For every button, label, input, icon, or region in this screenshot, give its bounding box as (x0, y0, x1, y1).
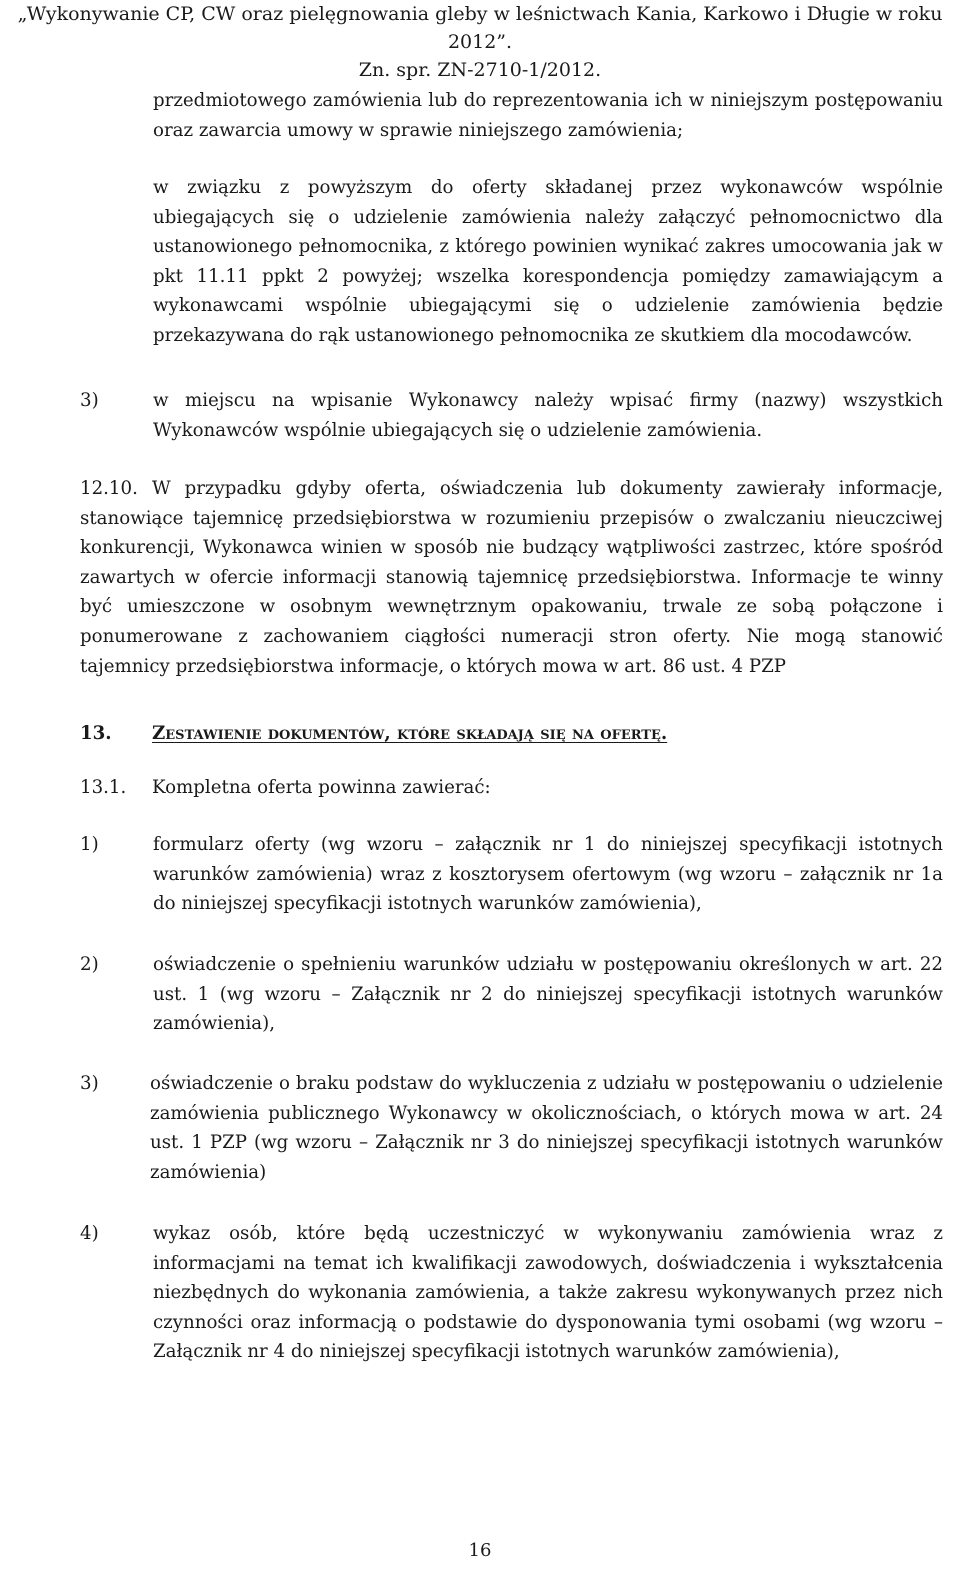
list-item-1-text: formularz oferty (wg wzoru – załącznik nr 1 do niniejszej specyfikacji istotnych warunków zamówienia) wraz z kosztorysem ofertowym (wg wzoru – załącznik nr 1a do niniejszej specyfikacji istotnych warunków zamówienia), (153, 834, 943, 915)
item-3-number: 3) (80, 390, 99, 411)
section-13-title: Zestawienie dokumentów, które składają się na ofertę. (152, 723, 668, 744)
list-item-1-number: 1) (80, 834, 99, 855)
item-3-text: w miejscu na wpisanie Wykonawcy należy wpisać firmy (nazwy) wszystkich Wykonawców wspólnie ubiegających się o udzielenie zamówienia. (153, 390, 943, 441)
list-item-2-number: 2) (80, 954, 99, 975)
header-case-number: Zn. spr. ZN-2710-1/2012. (358, 59, 602, 81)
list-item-3-text: oświadczenie o braku podstaw do wykluczenia z udziału w postępowaniu o udzielenie zamówienia publicznego Wykonawcy w okolicznościach, o których mowa w art. 24 ust. 1 PZP (wg wzoru – Załącznik nr 3 do niniejszej specyfikacji istotnych warunków zamówienia) (150, 1073, 943, 1183)
section-13-1-text: Kompletna oferta powinna zawierać: (152, 777, 491, 798)
list-item-4-text: wykaz osób, które będą uczestniczyć w wykonywaniu zamówienia wraz z informacjami na temat ich kwalifikacji zawodowych, doświadczenia i wykształcenia niezbędnych do wykonania zamówienia, a także zakresu wykonywanych przez nich czynności oraz informacją o podstawie do dysponowania tymi osobami (wg wzoru – Załącznik nr 4 do niniejszej specyfikacji istotnych warunków zamówienia), (153, 1223, 943, 1363)
list-item-4-number: 4) (80, 1223, 99, 1244)
list-item-2-text: oświadczenie o spełnieniu warunków udziału w postępowaniu określonych w art. 22 ust. 1 (wg wzoru – Załącznik nr 2 do niniejszej specyfikacji istotnych warunków zamówienia), (153, 954, 943, 1035)
page-number: 16 (468, 1540, 492, 1561)
section-12-10-text: W przypadku gdyby oferta, oświadczenia lub dokumenty zawierały informacje, stanowiące tajemnicę przedsiębiorstwa w rozumieniu przepisów o zwalczaniu nieuczciwej konkurencji, Wykonawca winien w sposób nie budzący wątpliwości zastrzec, które spośród zawartych w ofercie informacji stanowią tajemnicę przedsiębiorstwa. Informacje te winny być umieszczone w osobnym wewnętrznym opakowaniu, trwale ze sobą połączone i ponumerowane z zachowaniem ciągłości numeracji stron oferty. Nie mogą stanowić tajemnicy przedsiębiorstwa informacje, o których mowa w art. 86 ust. 4 PZP (80, 478, 943, 677)
page-header (0, 0, 960, 84)
section-13-number: 13. (80, 723, 112, 744)
header-title: „Wykonywanie CP, CW oraz pielęgnowania gleby w leśnictwach Kania, Karkowo i Długie w roku 2012”. (17, 3, 943, 53)
paragraph-continuation: przedmiotowego zamówienia lub do reprezentowania ich w niniejszym postępowaniu oraz zawarcia umowy w sprawie niniejszego zamówienia; (153, 90, 943, 141)
paragraph-consortium: w związku z powyższym do oferty składanej przez wykonawców wspólnie ubiegających się o udzielenie zamówienia należy załączyć pełnomocnictwo dla ustanowionego pełnomocnika, z którego powinien wynikać zakres umocowania jak w pkt 11.11 ppkt 2 powyżej; wszelka korespondencja pomiędzy zamawiającym a wykonawcami wspólnie ubiegającymi się o udzielenie zamówienia będzie przekazywana do rąk ustanowionego pełnomocnika ze skutkiem dla mocodawców. (153, 177, 943, 346)
section-12-10-number: 12.10. (80, 478, 138, 499)
section-13-1-number: 13.1. (80, 777, 127, 798)
list-item-3-number: 3) (80, 1073, 99, 1094)
